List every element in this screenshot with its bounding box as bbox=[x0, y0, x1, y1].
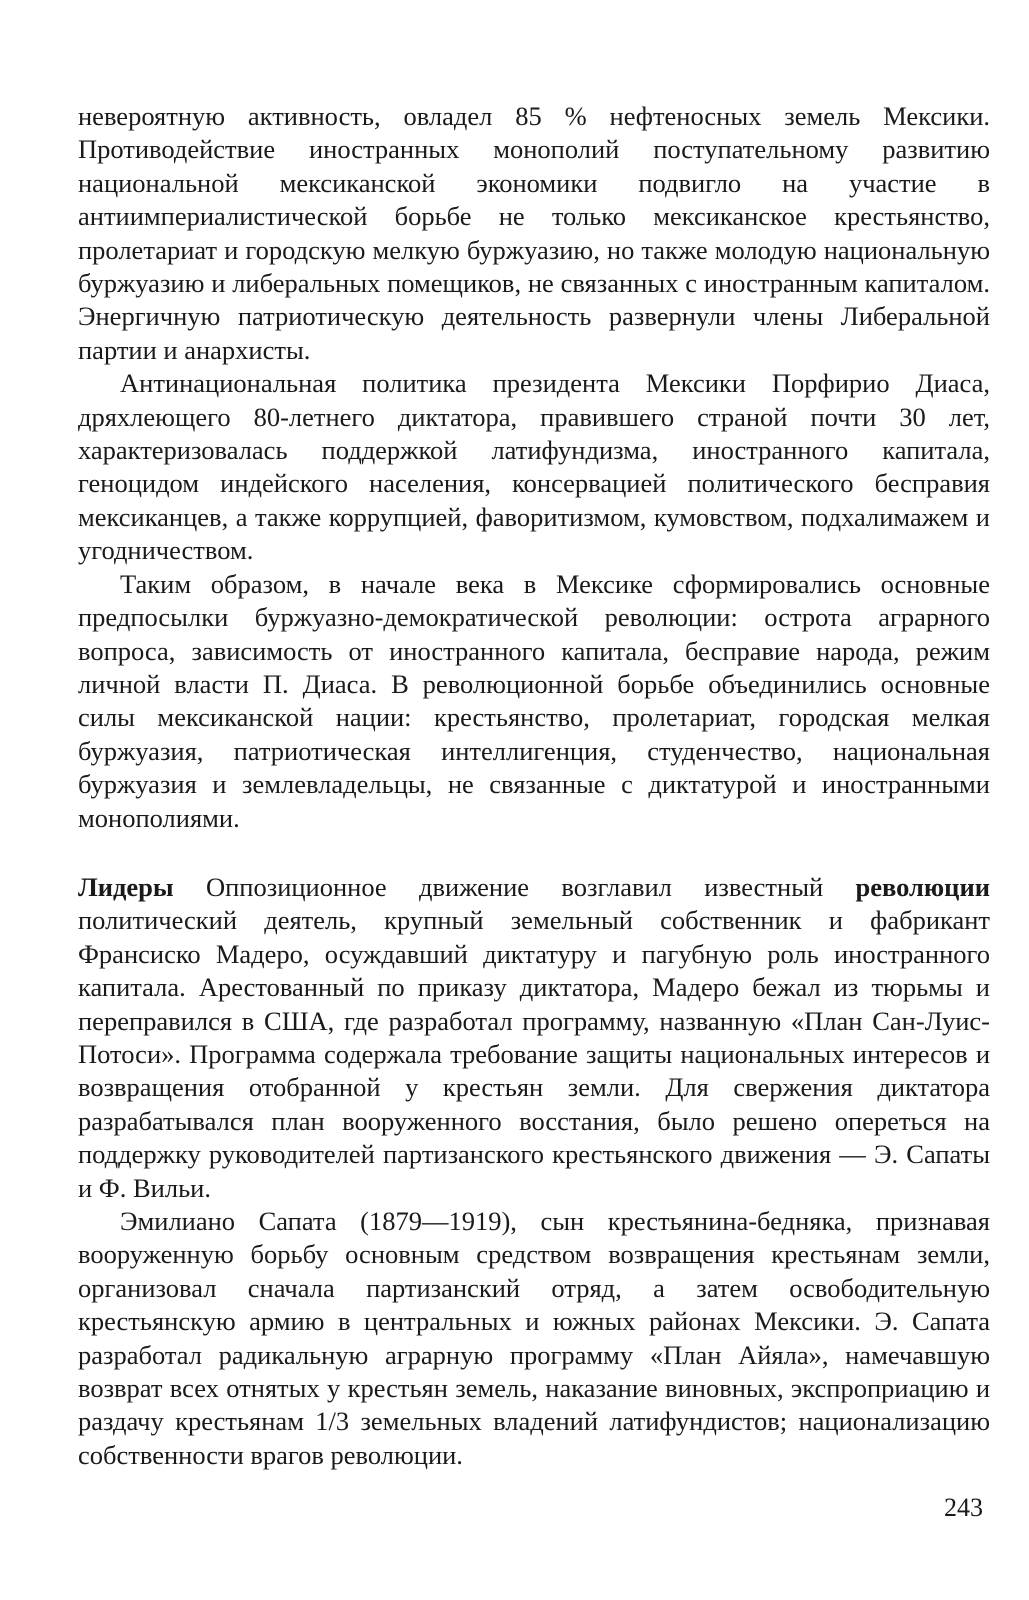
margin-heading-revolution: революции bbox=[855, 871, 990, 902]
paragraph-3: Таким образом, в начале века в Мексике сформировались основные предпосылки буржуазно-демократической революции: острота аграрного вопроса, зависимость от иностранного капитала, бесправие народа, режим личной власти П. Диаса. В революционной борьбе объединились основные силы мексиканской нации: крестьянство, пролетариат, городская мелкая буржуазия, патриотическая интеллигенция, студенчество, национальная буржуазия и землевладельцы, не связанные с диктатурой и иностранными монополиями. bbox=[78, 568, 990, 833]
paragraph-2: Антинациональная политика президента Мексики Порфирио Диаса, дряхлеющего 80-летнего диктатора, правившего страной почти 30 лет, характеризовалась поддержкой латифундизма, иностранного капитала, геноцидом индейского населения, консервацией политического бесправия мексиканцев, а также коррупцией, фаворитизмом, кумовством, подхалимажем и угодничеством. bbox=[78, 368, 990, 566]
margin-heading-leaders: Лидеры bbox=[78, 871, 174, 902]
paragraph-leaders-text: политический деятель, крупный земельный собственник и фабрикант Франсиско Мадеро, осуждавший диктатуру и пагубную роль иностранного капитала. Арестованный по приказу диктатора, Мадеро бежал из тюрьмы и переправился в США, где разработал программу, названную «План Сан-Луис-Потоси». Программа содержала требование защиты национальных интересов и возвращения отобранной у крестьян земли. Для свержения диктатора разрабатывался план вооруженного восстания, было решено опереться на поддержку руководителей партизанского крестьянского движения — Э. Сапаты и Ф. Вильи. bbox=[78, 905, 990, 1203]
paragraph-1: невероятную активность, овладел 85 % нефтеносных земель Мексики. Противодействие иностранных монополий поступательному развитию национальной мексиканской экономики подвигло на участие в антиимпериалистической борьбе не только мексиканское крестьянство, пролетариат и городскую мелкую буржуазию, но также молодую национальную буржуазию и либеральных помещиков, не связанных с иностранным капиталом. Энергичную патриотическую деятельность развернули члены Либеральной партии и анархисты. bbox=[78, 101, 990, 365]
page-body bbox=[78, 100, 990, 1472]
paragraph-zapata: Эмилиано Сапата (1879—1919), сын крестьянина-бедняка, признавая вооруженную борьбу основным средством возвращения крестьянам земли, организовал сначала партизанский отряд, а затем освободительную крестьянскую армию в центральных и южных районах Мексики. Э. Сапата разработал радикальную аграрную программу «План Айяла», намечавшую возврат всех отнятых у крестьян земель, наказание виновных, экспроприацию и раздачу крестьянам 1/3 земельных владений латифундистов; национализацию собственности врагов революции. bbox=[78, 1206, 990, 1470]
paragraph-leaders-intro: Оппозиционное движение возглавил известный bbox=[173, 871, 856, 902]
section-gap bbox=[78, 835, 990, 871]
paragraph-leaders bbox=[78, 871, 990, 1205]
page-number: 243 bbox=[944, 1493, 983, 1522]
